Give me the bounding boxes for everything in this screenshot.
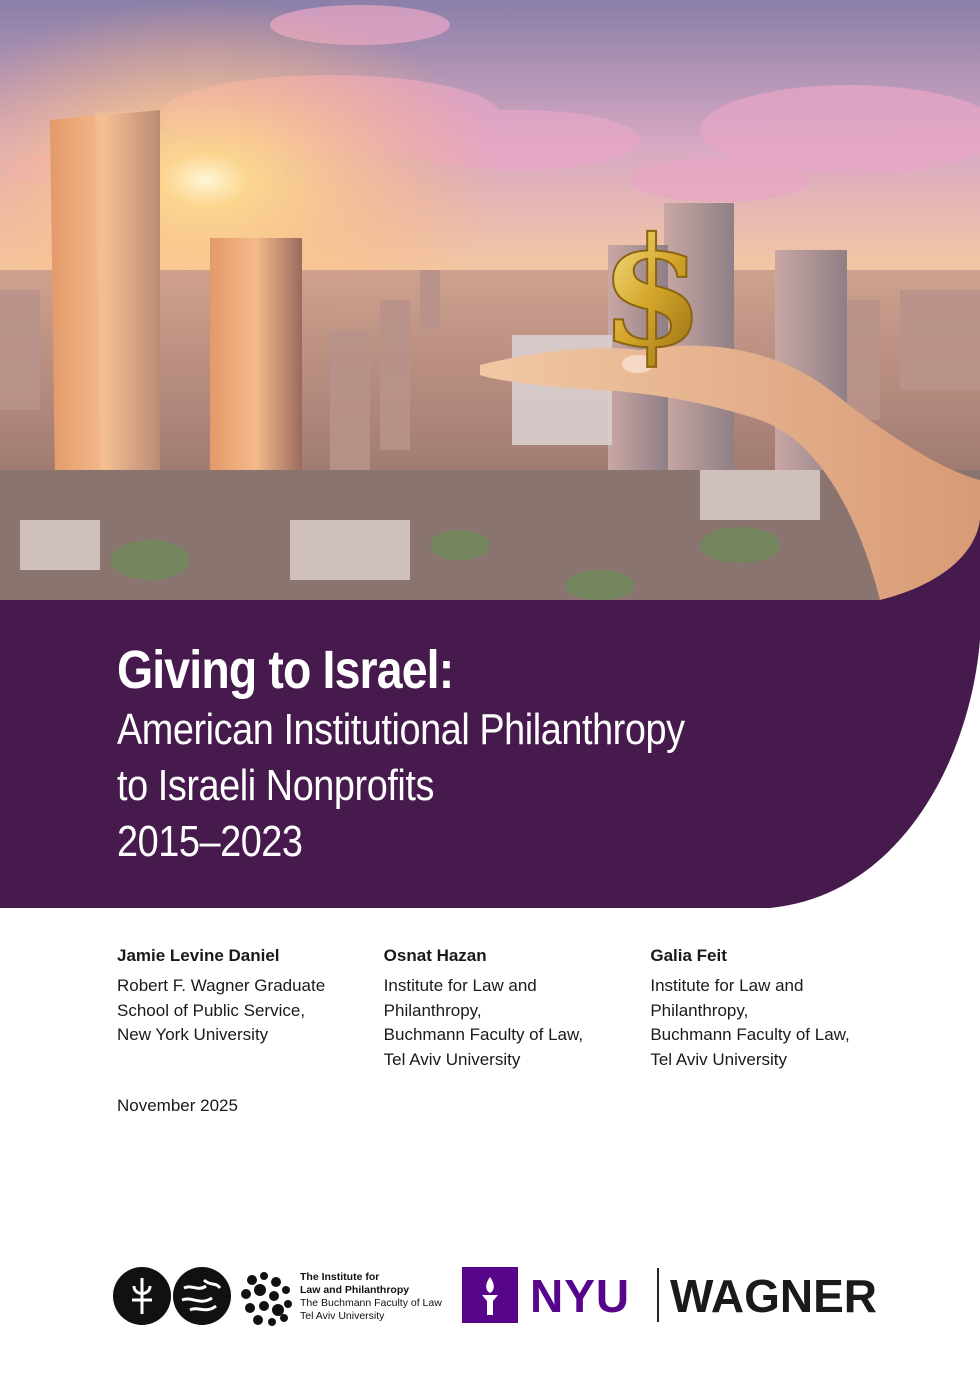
author bbox=[650, 944, 917, 1072]
publication-date: November 2025 bbox=[117, 1096, 238, 1115]
author bbox=[384, 944, 651, 1072]
author-name: Jamie Levine Daniel bbox=[117, 946, 280, 965]
tau-logo-icon bbox=[112, 1266, 297, 1332]
ilp-wordmark bbox=[300, 1271, 442, 1323]
title-main: Giving to Israel: bbox=[117, 640, 454, 700]
title-line-2: American Institutional Philanthropy bbox=[117, 705, 685, 754]
ilp-line: Tel Aviv University bbox=[300, 1310, 385, 1322]
author-name: Osnat Hazan bbox=[383, 946, 487, 965]
authors bbox=[117, 944, 917, 1072]
author bbox=[117, 944, 384, 1072]
author-affiliation: Institute for Law and Philanthropy, Buchmann Faculty of Law, Tel Aviv University bbox=[383, 976, 584, 1069]
report-title bbox=[117, 638, 877, 870]
ilp-line: Law and Philanthropy bbox=[300, 1284, 410, 1296]
wagner-wordmark: WAGNER bbox=[670, 1270, 877, 1322]
nyu-wordmark: NYU bbox=[530, 1270, 631, 1322]
title-years: 2015–2023 bbox=[117, 817, 303, 866]
title-line-3: to Israeli Nonprofits bbox=[117, 761, 434, 810]
ilp-line: The Buchmann Faculty of Law bbox=[300, 1297, 442, 1309]
ilp-line: The Institute for bbox=[300, 1271, 380, 1283]
logo-divider bbox=[657, 1268, 659, 1322]
author-affiliation: Institute for Law and Philanthropy, Buchmann Faculty of Law, Tel Aviv University bbox=[650, 976, 850, 1069]
author-name: Galia Feit bbox=[650, 946, 727, 965]
nyu-torch-icon bbox=[462, 1267, 518, 1323]
logos bbox=[112, 1262, 877, 1332]
author-affiliation: Robert F. Wagner Graduate School of Public Service, New York University bbox=[117, 976, 326, 1044]
dollar-icon: $ bbox=[599, 205, 705, 381]
